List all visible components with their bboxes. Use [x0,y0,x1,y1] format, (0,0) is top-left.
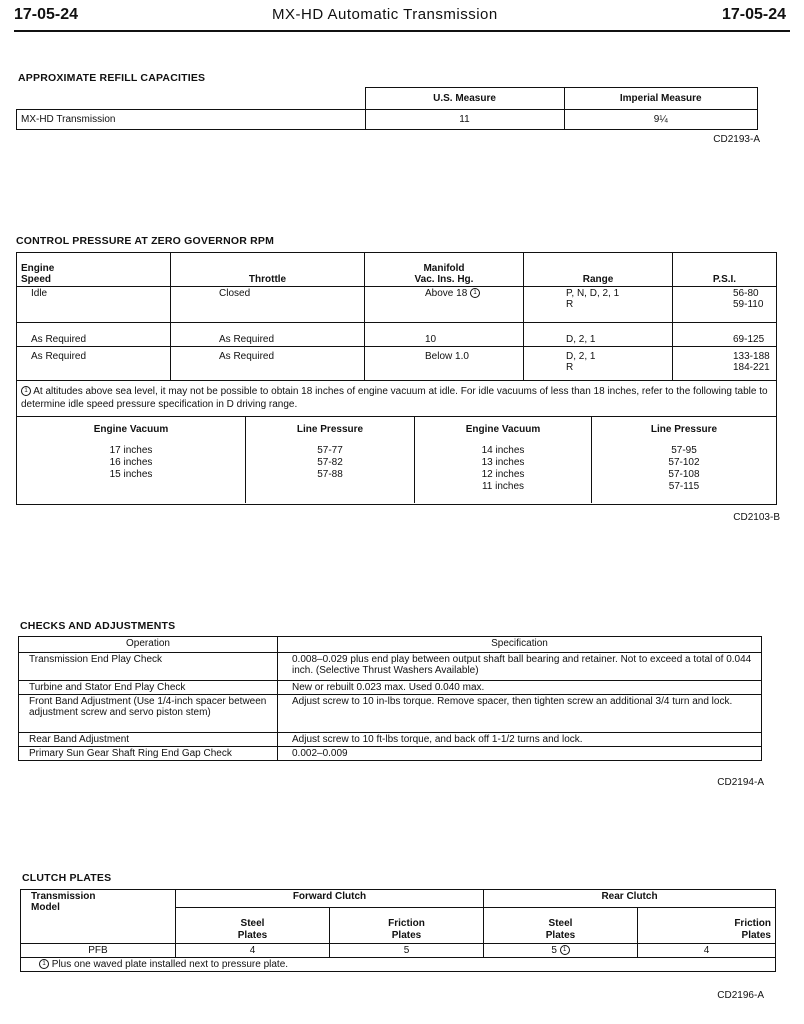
checks-row [19,681,762,695]
sub-col-engine-vacuum: Engine Vacuum [93,424,169,435]
control-row [17,323,777,347]
control-speed: As Required [17,347,171,381]
control-speed: Idle [17,287,171,323]
control-table [16,252,777,505]
checks-operation: Turbine and Stator End Play Check [19,681,278,695]
control-range: D, 2, 1 [524,323,673,347]
checks-col-specification: Specification [278,637,762,653]
control-col-range: Range [524,253,673,287]
clutch-footnote-text: Plus one waved plate installed next to pressure plate. [51,959,289,970]
control-vac: 10 [365,323,524,347]
clutch-row [21,944,776,958]
clutch-table [20,889,776,972]
page-title: MX-HD Automatic Transmission [272,6,498,23]
control-col-throttle: Throttle [171,253,365,287]
clutch-col-forward: Forward Clutch [176,890,484,908]
refill-row-imperial: 9¼ [564,110,758,130]
control-psi: 56-80 59-110 [673,287,777,323]
refill-row-label: MX-HD Transmission [17,110,366,130]
sub-lp-list: 57-77 57-82 57-88 [317,445,343,480]
control-range: P, N, D, 2, 1 R [524,287,673,323]
control-psi: 69-125 [673,323,777,347]
clutch-footnote [21,958,776,972]
checks-specification: Adjust screw to 10 ft-lbs torque, and back off 1-1/2 turns and lock. [278,733,762,747]
control-figure-code: CD2103-B [733,512,780,523]
checks-operation: Rear Band Adjustment [19,733,278,747]
control-heading: CONTROL PRESSURE AT ZERO GOVERNOR RPM [16,235,275,247]
checks-operation: Primary Sun Gear Shaft Ring End Gap Check [19,747,278,761]
clutch-col-rear: Rear Clutch [484,890,776,908]
control-psi: 133-188 184-221 [673,347,777,381]
clutch-rear-friction: 4 [638,944,776,958]
control-col-psi: P.S.I. [673,253,777,287]
control-vac: Below 1.0 [365,347,524,381]
control-col-manifold: Manifold Vac. Ins. Hg. [365,253,524,287]
clutch-col-model: Transmission Model [21,890,176,944]
footnote-marker-icon: 1 [21,386,31,396]
checks-col-operation: Operation [19,637,278,653]
control-throttle: As Required [171,323,365,347]
checks-row [19,747,762,761]
footnote-marker-icon: 1 [39,959,49,969]
checks-table [18,636,762,761]
footnote-marker-icon: 1 [470,288,480,298]
clutch-heading: CLUTCH PLATES [22,872,112,884]
sub-vac-list: 17 inches 16 inches 15 inches [109,445,153,480]
sub-col-line-pressure-2: Line Pressure [650,424,718,435]
clutch-forward-steel: 4 [176,944,330,958]
page-number-right: 17-05-24 [721,6,786,23]
vacuum-subtable [17,417,776,503]
control-footnote [17,381,777,417]
header-rule [14,30,790,32]
refill-col-imperial: Imperial Measure [564,88,758,110]
control-row [17,287,777,323]
checks-specification: 0.008–0.029 plus end play between output shaft ball bearing and retainer. Not to exceed a total of 0.044 inch. (Selective Thrust Washers Available) [278,653,762,681]
clutch-model: PFB [21,944,176,958]
control-speed: As Required [17,323,171,347]
checks-specification: New or rebuilt 0.023 max. Used 0.040 max. [278,681,762,695]
refill-row-us: 11 [365,110,564,130]
checks-operation: Front Band Adjustment (Use 1/4-inch spacer between adjustment screw and servo piston stem) [19,695,278,733]
clutch-figure-code: CD2196-A [717,990,764,1001]
refill-figure-code: CD2193-A [713,134,760,145]
clutch-sub-friction-rear: Friction Plates [638,908,776,944]
checks-row [19,695,762,733]
footnote-marker-icon: 1 [560,945,570,955]
control-row [17,347,777,381]
control-throttle: As Required [171,347,365,381]
sub-col-engine-vacuum-2: Engine Vacuum [465,424,541,435]
checks-row [19,653,762,681]
checks-operation: Transmission End Play Check [19,653,278,681]
refill-col-us: U.S. Measure [365,88,564,110]
refill-table [16,87,758,130]
page-number-left: 17-05-24 [14,6,79,23]
clutch-sub-steel-rear: Steel Plates [484,908,638,944]
checks-figure-code: CD2194-A [717,777,764,788]
clutch-rear-steel: 5 [551,945,557,956]
control-throttle: Closed [171,287,365,323]
checks-specification: 0.002–0.009 [278,747,762,761]
refill-heading: APPROXIMATE REFILL CAPACITIES [18,72,206,84]
clutch-sub-friction: Friction Plates [330,908,484,944]
sub-lp-list-2: 57-95 57-102 57-108 57-115 [668,445,700,492]
control-vac: Above 18 [425,288,468,299]
checks-row [19,733,762,747]
clutch-forward-friction: 5 [330,944,484,958]
control-col-engine-speed: Engine Speed [17,253,171,287]
checks-heading: CHECKS AND ADJUSTMENTS [20,620,176,632]
control-range: D, 2, 1 R [524,347,673,381]
clutch-sub-steel: Steel Plates [176,908,330,944]
control-footnote-text: At altitudes above sea level, it may not be possible to obtain 18 inches of engine vacuum at idle. For idle vacuums of less than 18 inches, refer to the following table to determine idle speed pressure specification in D driving range. [21,386,768,410]
checks-specification: Adjust screw to 10 in-lbs torque. Remove spacer, then tighten screw an additional 3/4 turn and lock. [278,695,762,733]
sub-vac-list-2: 14 inches 13 inches 12 inches 11 inches [481,445,525,492]
sub-col-line-pressure: Line Pressure [296,424,364,435]
